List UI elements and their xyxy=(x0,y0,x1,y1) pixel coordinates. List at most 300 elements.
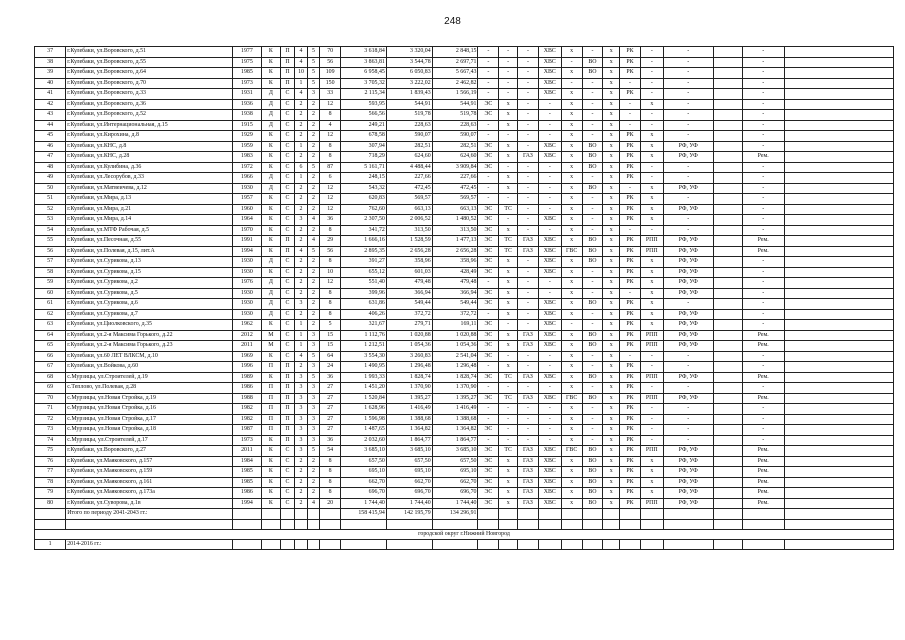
address-cell: г.Кулебаки, ул.Сурикова, д.5 xyxy=(66,288,233,299)
table-cell: - xyxy=(518,89,539,100)
page-number: 248 xyxy=(444,16,461,27)
table-cell: ХВС xyxy=(538,152,561,163)
table-cell xyxy=(713,173,742,184)
table-cell: х xyxy=(499,110,518,121)
table-cell: - xyxy=(582,204,603,215)
table-cell: РК xyxy=(620,68,641,79)
table-cell: - xyxy=(663,225,713,236)
table-cell: х xyxy=(603,435,620,446)
table-cell: - xyxy=(538,278,561,289)
table-cell: х xyxy=(499,120,518,131)
table-cell: 519,78 xyxy=(386,110,432,121)
table-cell xyxy=(784,320,894,331)
table-cell: К xyxy=(261,225,280,236)
table-cell: 249,21 xyxy=(341,120,387,131)
table-cell: РК xyxy=(620,309,641,320)
table-cell xyxy=(713,446,742,457)
table-cell: - xyxy=(518,414,539,425)
table-cell: 2 xyxy=(295,488,307,499)
table-cell xyxy=(35,519,66,529)
table-cell: х xyxy=(603,362,620,373)
table-cell xyxy=(784,435,894,446)
table-cell: К xyxy=(261,467,280,478)
table-cell: 2 xyxy=(307,467,319,478)
table-cell: 1 xyxy=(295,173,307,184)
table-cell: х xyxy=(603,425,620,436)
table-cell: К xyxy=(261,68,280,79)
table-cell: х xyxy=(561,404,582,415)
table-cell: 3 xyxy=(295,435,307,446)
table-cell: 1 477,13 xyxy=(432,236,478,247)
address-cell: г.Кулебаки, ул.Сурикова, д.2 xyxy=(66,278,233,289)
table-cell: ЭС xyxy=(478,477,499,488)
table-cell: х xyxy=(603,99,620,110)
table-cell: П xyxy=(261,362,280,373)
table-cell: ТС xyxy=(499,372,518,383)
table-cell: 3 260,83 xyxy=(386,351,432,362)
table-cell xyxy=(713,152,742,163)
table-cell: - xyxy=(742,288,784,299)
table-cell: - xyxy=(499,215,518,226)
table-cell: - xyxy=(499,162,518,173)
table-cell: 3 xyxy=(307,341,319,352)
table-cell: х xyxy=(499,341,518,352)
table-cell: х xyxy=(603,225,620,236)
table-cell: РПП xyxy=(640,246,663,257)
table-cell: РПП xyxy=(640,236,663,247)
table-cell: х xyxy=(499,309,518,320)
table-cell: 3 554,30 xyxy=(341,351,387,362)
table-cell xyxy=(538,539,561,549)
table-cell: 313,50 xyxy=(386,225,432,236)
table-cell: - xyxy=(561,320,582,331)
table-cell: х xyxy=(499,488,518,499)
table-cell: ЭС xyxy=(478,152,499,163)
table-cell: РК xyxy=(620,393,641,404)
table-cell: х xyxy=(561,467,582,478)
table-cell: - xyxy=(582,78,603,89)
table-cell: Д xyxy=(261,257,280,268)
table-cell: С xyxy=(280,299,295,310)
table-cell: - xyxy=(478,435,499,446)
address-cell: г.Кулебаки, ул.Сурикова, д.13 xyxy=(66,257,233,268)
table-cell xyxy=(280,539,295,549)
table-cell: - xyxy=(561,57,582,68)
table-cell: 68 xyxy=(35,372,66,383)
table-cell: ГАЗ xyxy=(518,488,539,499)
table-cell: РФ, УФ xyxy=(663,204,713,215)
table-cell: 3 xyxy=(307,330,319,341)
table-cell: 1930 xyxy=(232,267,261,278)
table-cell xyxy=(232,509,261,520)
table-cell: 358,96 xyxy=(386,257,432,268)
table-cell: х xyxy=(499,267,518,278)
table-cell: 2 541,04 xyxy=(432,351,478,362)
table-cell: РФ, УФ xyxy=(663,309,713,320)
address-cell: г.Кулебаки, ул.Кирохина, д.8 xyxy=(66,131,233,142)
table-cell: х xyxy=(603,278,620,289)
table-cell: ЭС xyxy=(478,288,499,299)
table-cell: 1 388,68 xyxy=(432,414,478,425)
table-cell xyxy=(603,509,620,520)
table-cell: 3 685,10 xyxy=(386,446,432,457)
table-cell: 2 xyxy=(295,194,307,205)
table-cell xyxy=(784,288,894,299)
table-cell: 358,96 xyxy=(432,257,478,268)
table-cell: 1 744,40 xyxy=(432,498,478,509)
table-cell: С xyxy=(280,288,295,299)
table-cell xyxy=(784,131,894,142)
table-cell: 1929 xyxy=(232,131,261,142)
table-cell: - xyxy=(478,183,499,194)
table-cell: 479,48 xyxy=(386,278,432,289)
table-cell: х xyxy=(640,288,663,299)
table-cell: - xyxy=(478,383,499,394)
table-cell: 4 xyxy=(320,120,341,131)
table-cell: Рем. xyxy=(742,488,784,499)
table-cell: - xyxy=(663,414,713,425)
table-cell: - xyxy=(663,194,713,205)
table-cell xyxy=(538,509,561,520)
table-cell: 1938 xyxy=(232,110,261,121)
table-cell: 48 xyxy=(35,162,66,173)
table-cell: - xyxy=(538,225,561,236)
table-cell: 2 xyxy=(307,152,319,163)
table-cell: х xyxy=(561,225,582,236)
table-cell: 2011 xyxy=(232,341,261,352)
table-cell: х xyxy=(603,467,620,478)
table-cell: 66 xyxy=(35,351,66,362)
table-cell: 5 xyxy=(307,446,319,457)
table-cell: х xyxy=(603,89,620,100)
table-cell xyxy=(620,519,641,529)
table-cell: 2 xyxy=(307,288,319,299)
table-cell: 2 xyxy=(295,110,307,121)
table-cell: ХВС xyxy=(538,456,561,467)
table-cell: - xyxy=(538,204,561,215)
address-cell: г.Кулебаки, ул.Сурикова, д.6 xyxy=(66,299,233,310)
table-cell: РК xyxy=(620,215,641,226)
table-cell xyxy=(295,509,307,520)
table-cell: 2 xyxy=(295,120,307,131)
table-cell: 56 xyxy=(35,246,66,257)
table-cell: РПП xyxy=(640,446,663,457)
table-cell: 2 462,82 xyxy=(432,78,478,89)
table-cell: ЭС xyxy=(478,330,499,341)
period-number: 1 xyxy=(35,539,66,549)
table-cell: - xyxy=(742,183,784,194)
address-cell: г.Кулебаки, ул.Воровского, д.36 xyxy=(66,99,233,110)
total-area-living: 142 195,79 xyxy=(386,509,432,520)
table-cell: - xyxy=(582,194,603,205)
table-row xyxy=(35,57,894,68)
table-cell: Рем. xyxy=(742,152,784,163)
table-cell: 2 xyxy=(295,288,307,299)
table-cell: - xyxy=(620,110,641,121)
address-cell: г.Кулебаки, ул.Войкова, д.60 xyxy=(66,362,233,373)
table-cell xyxy=(784,99,894,110)
table-cell: 1931 xyxy=(232,89,261,100)
table-cell: РФ, УФ xyxy=(663,288,713,299)
address-cell: г.Кулебаки, ул.КНС, д.8 xyxy=(66,141,233,152)
table-cell: х xyxy=(561,341,582,352)
table-cell: х xyxy=(603,215,620,226)
table-cell: х xyxy=(640,141,663,152)
table-cell xyxy=(713,120,742,131)
table-cell: К xyxy=(261,456,280,467)
table-cell: 2 xyxy=(307,267,319,278)
table-cell: ЭС xyxy=(478,393,499,404)
table-cell: - xyxy=(742,204,784,215)
table-cell: 29 xyxy=(320,236,341,247)
table-cell: - xyxy=(538,183,561,194)
table-cell xyxy=(713,488,742,499)
table-cell: 549,44 xyxy=(432,299,478,310)
table-cell: 372,72 xyxy=(386,309,432,320)
table-cell: 8 xyxy=(320,141,341,152)
table-cell: 1930 xyxy=(232,183,261,194)
table-cell: 1 020,88 xyxy=(432,330,478,341)
table-cell: 2 xyxy=(307,120,319,131)
table-cell: 3 320,04 xyxy=(386,47,432,58)
table-cell: РК xyxy=(620,278,641,289)
table-cell: ЭС xyxy=(478,257,499,268)
table-cell: 624,60 xyxy=(386,152,432,163)
table-cell: С xyxy=(280,267,295,278)
table-cell: К xyxy=(261,204,280,215)
table-cell: - xyxy=(582,110,603,121)
table-cell: С xyxy=(280,141,295,152)
table-cell: 56 xyxy=(320,246,341,257)
table-cell: РПП xyxy=(640,498,663,509)
table-cell xyxy=(307,539,319,549)
table-cell: - xyxy=(620,78,641,89)
table-cell: ХВС xyxy=(538,141,561,152)
table-cell: 631,86 xyxy=(341,299,387,310)
table-cell: - xyxy=(742,162,784,173)
table-cell: 1989 xyxy=(232,372,261,383)
table-cell: - xyxy=(518,435,539,446)
table-cell: - xyxy=(499,383,518,394)
address-cell: г.Кулебаки, ул.Сурикова, д.15 xyxy=(66,267,233,278)
table-cell: 4 488,44 xyxy=(386,162,432,173)
table-cell: ВО xyxy=(582,488,603,499)
table-cell: - xyxy=(478,194,499,205)
table-cell: ВО xyxy=(582,236,603,247)
table-cell: 2 xyxy=(295,236,307,247)
table-cell: РПП xyxy=(640,330,663,341)
table-cell: РК xyxy=(620,320,641,331)
table-cell: - xyxy=(742,194,784,205)
table-cell: - xyxy=(640,173,663,184)
table-row xyxy=(35,204,894,215)
table-cell xyxy=(784,278,894,289)
table-cell: 47 xyxy=(35,152,66,163)
table-cell: - xyxy=(742,47,784,58)
table-cell: 695,10 xyxy=(386,467,432,478)
table-cell: 3 xyxy=(295,215,307,226)
table-cell: ЭС xyxy=(478,225,499,236)
table-cell: ГАЗ xyxy=(518,446,539,457)
table-cell: П xyxy=(280,425,295,436)
table-cell: 15 xyxy=(320,330,341,341)
table-cell: х xyxy=(561,110,582,121)
table-cell: 1972 xyxy=(232,162,261,173)
table-cell: 5 xyxy=(307,162,319,173)
table-cell: - xyxy=(582,225,603,236)
table-cell: 1 864,77 xyxy=(386,435,432,446)
table-cell: 2 xyxy=(295,467,307,478)
table-cell xyxy=(784,194,894,205)
table-cell: - xyxy=(742,435,784,446)
table-cell: - xyxy=(518,173,539,184)
table-cell: х xyxy=(640,299,663,310)
table-cell: - xyxy=(742,404,784,415)
table-cell: - xyxy=(518,131,539,142)
table-cell: 366,94 xyxy=(386,288,432,299)
table-cell: К xyxy=(261,435,280,446)
table-cell: 428,49 xyxy=(432,267,478,278)
table-cell xyxy=(478,519,499,529)
table-cell: 52 xyxy=(35,204,66,215)
table-cell: 2 xyxy=(295,309,307,320)
table-cell: 1 744,40 xyxy=(386,498,432,509)
table-cell: С xyxy=(280,131,295,142)
table-cell xyxy=(784,498,894,509)
table-cell xyxy=(713,477,742,488)
table-cell: 2 xyxy=(295,131,307,142)
table-cell: 2 xyxy=(307,488,319,499)
table-cell: Д xyxy=(261,99,280,110)
total-area-residential: 134 296,91 xyxy=(432,509,478,520)
table-cell: 5 xyxy=(307,57,319,68)
table-cell: 569,57 xyxy=(386,194,432,205)
table-cell: ВО xyxy=(582,341,603,352)
table-cell: - xyxy=(518,162,539,173)
address-cell: г.Кулебаки, ул.Маяковского, д.161 xyxy=(66,477,233,488)
table-cell: 657,50 xyxy=(341,456,387,467)
table-cell: х xyxy=(640,257,663,268)
table-cell: П xyxy=(261,404,280,415)
table-cell: - xyxy=(538,110,561,121)
table-row xyxy=(35,183,894,194)
table-cell: ХВС xyxy=(538,467,561,478)
table-cell: - xyxy=(742,309,784,320)
table-cell: х xyxy=(603,393,620,404)
table-cell: 36 xyxy=(320,372,341,383)
table-cell: - xyxy=(561,78,582,89)
table-cell: х xyxy=(603,120,620,131)
table-cell: 549,44 xyxy=(386,299,432,310)
table-row xyxy=(35,120,894,131)
table-cell: 3 xyxy=(295,414,307,425)
table-cell: 5 161,71 xyxy=(341,162,387,173)
table-cell xyxy=(713,68,742,79)
table-cell: Рем. xyxy=(742,330,784,341)
table-cell xyxy=(784,309,894,320)
table-cell: 1 528,59 xyxy=(386,236,432,247)
table-cell: 10 xyxy=(295,68,307,79)
table-cell: - xyxy=(478,414,499,425)
table-cell xyxy=(620,539,641,549)
table-cell: 1 054,36 xyxy=(386,341,432,352)
table-cell: 20 xyxy=(320,498,341,509)
table-row xyxy=(35,393,894,404)
table-cell: РФ, УФ xyxy=(663,257,713,268)
table-cell xyxy=(784,173,894,184)
table-cell: - xyxy=(582,320,603,331)
table-row xyxy=(35,425,894,436)
table-cell xyxy=(784,383,894,394)
table-cell: ГВС xyxy=(561,446,582,457)
table-cell: х xyxy=(561,372,582,383)
table-cell: РК xyxy=(620,131,641,142)
table-cell: С xyxy=(280,257,295,268)
table-cell: П xyxy=(280,404,295,415)
table-cell: х xyxy=(603,131,620,142)
table-cell: 472,45 xyxy=(386,183,432,194)
table-cell: - xyxy=(582,404,603,415)
table-cell: 593,95 xyxy=(341,99,387,110)
table-cell: 4 xyxy=(295,351,307,362)
table-cell: - xyxy=(663,89,713,100)
table-cell: 2 xyxy=(307,309,319,320)
table-cell: х xyxy=(640,215,663,226)
table-cell: 1 416,49 xyxy=(432,404,478,415)
table-cell: РК xyxy=(620,341,641,352)
table-cell: 36 xyxy=(320,435,341,446)
table-cell: 313,50 xyxy=(432,225,478,236)
table-cell: 2 xyxy=(307,225,319,236)
table-cell xyxy=(742,519,784,529)
table-cell xyxy=(713,467,742,478)
table-cell: - xyxy=(538,404,561,415)
table-cell: ХВС xyxy=(538,372,561,383)
table-cell: 1975 xyxy=(232,57,261,68)
table-cell: х xyxy=(603,110,620,121)
total-area: 158 415,94 xyxy=(341,509,387,520)
table-cell: - xyxy=(742,320,784,331)
table-cell: 12 xyxy=(320,99,341,110)
table-cell: 8 xyxy=(320,110,341,121)
table-cell: ЭС xyxy=(478,488,499,499)
table-cell: - xyxy=(518,183,539,194)
table-cell: 63 xyxy=(35,320,66,331)
table-cell: - xyxy=(742,425,784,436)
table-cell: К xyxy=(261,351,280,362)
table-cell xyxy=(713,288,742,299)
table-cell: х xyxy=(499,362,518,373)
table-cell: 2 xyxy=(307,110,319,121)
table-cell: 27 xyxy=(320,404,341,415)
table-cell xyxy=(713,330,742,341)
table-cell: - xyxy=(518,299,539,310)
table-cell: 655,12 xyxy=(341,267,387,278)
table-cell: 61 xyxy=(35,299,66,310)
table-cell: - xyxy=(478,57,499,68)
table-cell: х xyxy=(603,57,620,68)
address-cell: г.Кулебаки, ул.Мира, д.14 xyxy=(66,215,233,226)
table-cell: х xyxy=(561,236,582,247)
table-cell: 3 618,84 xyxy=(341,47,387,58)
address-cell: с.Мурзицы, ул.Строителей, д.17 xyxy=(66,435,233,446)
table-cell: 519,78 xyxy=(432,110,478,121)
table-cell: 1 451,20 xyxy=(341,383,387,394)
table-cell: 4 xyxy=(295,246,307,257)
table-cell: х xyxy=(499,498,518,509)
table-cell: - xyxy=(742,267,784,278)
table-cell: х xyxy=(561,435,582,446)
